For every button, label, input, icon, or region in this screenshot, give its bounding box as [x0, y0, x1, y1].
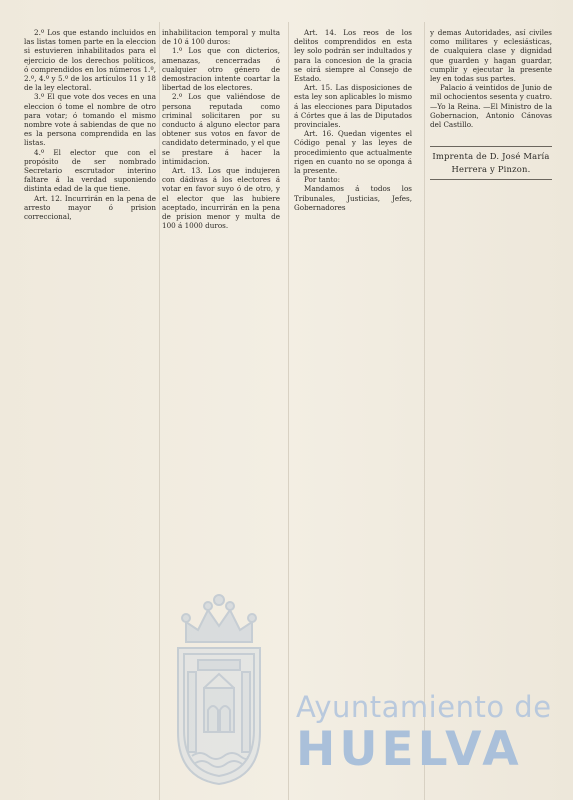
paragraph: Art. 13. Los que indujeren con dádivas á los electores á votar en favor suyo ó de otro, y el elector que las hubiere aceptado, incurrirán en la pena de prision menor y multa de 100 á 1000 duros.: [162, 166, 280, 231]
text-column-1: [24, 28, 156, 221]
watermark-text-line1: Ayuntamiento de: [296, 690, 552, 724]
column-divider: [424, 22, 425, 800]
paragraph: 2.º Los que valiéndose de persona reputada como criminal solicitaren por su conducto á alguno elector para obtener sus votos en favor de candidato determinado, y el que se prestare á hacer la intimidacion.: [162, 92, 280, 166]
text-column-2: [162, 28, 280, 230]
paragraph: Art. 14. Los reos de los delitos comprendidos en esta ley solo podrán ser indultados y para la concesion de la gracia se oirá siempre al Consejo de Estado.: [294, 28, 412, 84]
paragraph: Art. 12. Incurrirán en la pena de arresto mayor ó prision correccional,: [24, 193, 156, 222]
paragraph: 4.º El elector que con el propósito de ser nombrado Secretario escrutador interino faltare á la verdad suponiendo distinta edad de la que tiene.: [24, 147, 156, 194]
imprint-rule-bottom: [430, 179, 552, 180]
column-divider: [288, 22, 289, 800]
paragraph: y demas Autoridades, así civiles como militares y eclesiásticas, de cualquiera clase y dignidad que guarden y hagan guardar, cumplir y ejecutar la presente ley en todas sus partes.: [430, 28, 552, 84]
printer-imprint: Imprenta de D. José María Herrera y Pinzon.: [432, 151, 550, 174]
paragraph: Art. 16. Quedan vigentes el Código penal y las leyes de procedimiento que actualmente rigen en cuanto no se oponga á la presente.: [294, 129, 412, 176]
watermark-text-line2: HUELVA: [296, 722, 523, 777]
paragraph: Art. 15. Las disposiciones de esta ley son aplicables lo mismo á las elecciones para Diputados á Córtes que á las de Diputados provinciales.: [294, 83, 412, 130]
paragraph: 2.º Los que estando incluidos en las listas tomen parte en la eleccion si estuvieren inhabilitados para el ejercicio de los derechos políticos, ó comprendidos en los números 1.º, 2.º, 4.º y 5.º de los artículos 11 y 18 de la ley electoral.: [24, 28, 156, 93]
coat-of-arms-watermark-icon: [168, 592, 270, 788]
text-column-3: [294, 28, 412, 212]
paragraph: 3.º El que vote dos veces en una eleccion ó tome el nombre de otro para votar; ó tomando el mismo nombre vote á sabiendas de que no es la persona comprendida en las listas.: [24, 92, 156, 148]
paragraph: 1.º Los que con dicterios, amenazas, cencerradas ó cualquier otro género de demostracion intente coartar la libertad de los electores.: [162, 46, 280, 93]
paragraph: Por tanto:: [304, 175, 341, 185]
paragraph: Mandamos á todos los Tribunales, Justicias, Jefes, Gobernadores: [294, 184, 412, 212]
paragraph: inhabilitacion temporal y multa de 10 á 100 duros:: [162, 28, 280, 47]
text-column-4: [430, 28, 552, 129]
column-divider: [159, 22, 160, 800]
imprint-rule-top: [430, 146, 552, 147]
paragraph: Palacio á veintidos de Junio de mil ochocientos sesenta y cuatro. —Yo la Reina. —El Ministro de la Gobernacion, Antonio Cánovas del Castillo.: [430, 83, 552, 130]
